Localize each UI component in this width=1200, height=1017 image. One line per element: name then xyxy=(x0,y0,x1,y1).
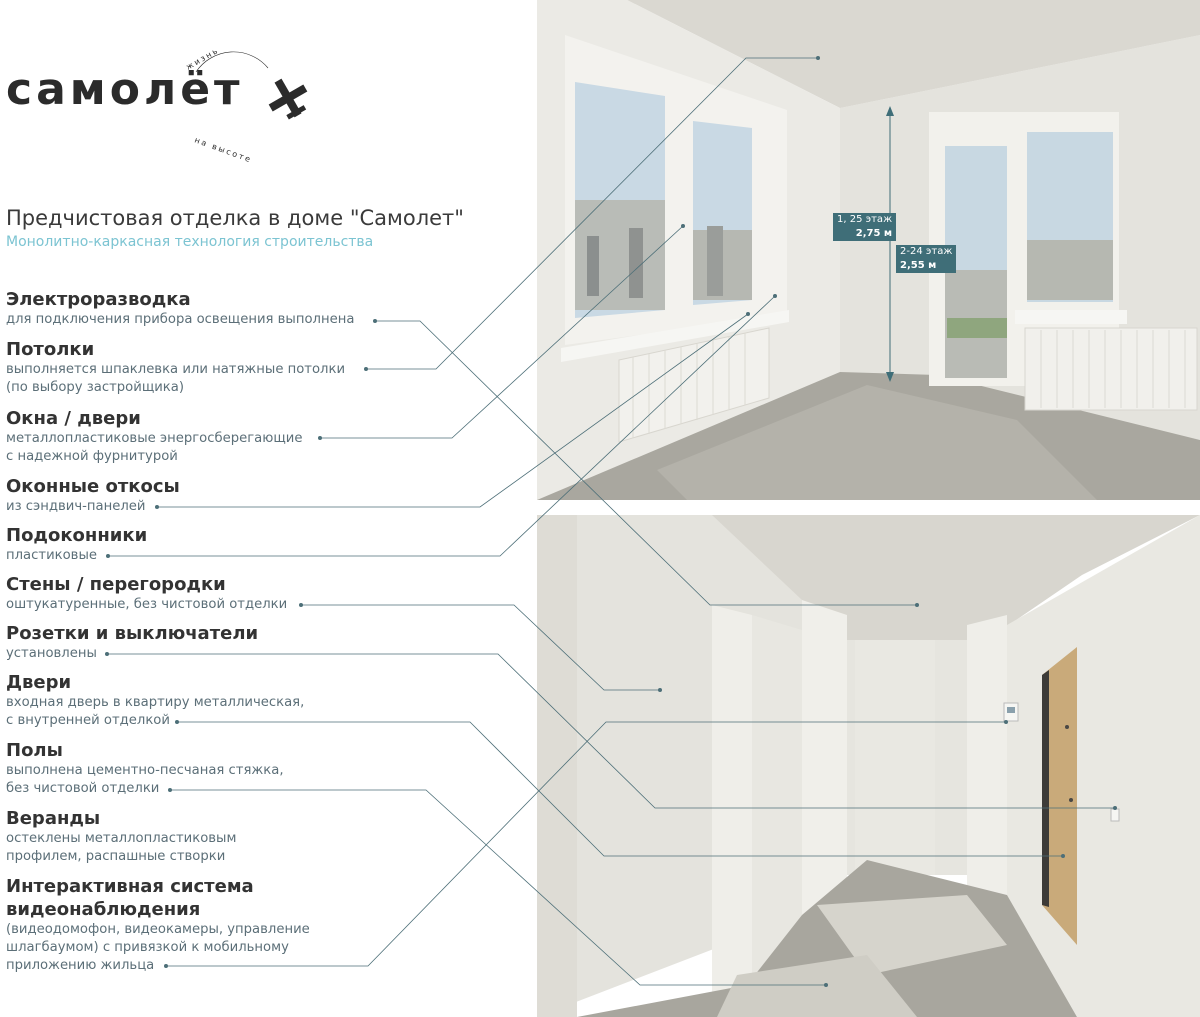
tag-floor: 2-24 этаж xyxy=(900,246,953,257)
feature-title: Веранды xyxy=(6,808,101,829)
feature-desc-line: без чистовой отделки xyxy=(6,781,160,796)
feature-desc-line: установлены xyxy=(6,646,97,661)
feature-desc-line: с внутренней отделкой xyxy=(6,713,170,728)
airplane-icon xyxy=(261,71,316,126)
feature-ceilings xyxy=(6,338,345,397)
feature-desc-line: пластиковые xyxy=(6,548,97,563)
feature-desc-line: выполняется шпаклевка или натяжные потолки xyxy=(6,362,346,377)
feature-sockets xyxy=(6,622,258,663)
feature-title: Оконные откосы xyxy=(6,476,180,497)
logo-arc-bottom: на высоте xyxy=(193,135,254,165)
feature-title: Потолки xyxy=(6,339,95,360)
feature-desc-line: приложению жильца xyxy=(6,958,155,973)
feature-title: Стены / перегородки xyxy=(6,574,226,595)
tag-height: 2,75 м xyxy=(855,228,893,239)
feature-windowsills xyxy=(6,524,147,565)
hallway-photo xyxy=(537,515,1200,1017)
page-subtitle: Монолитно-каркасная технология строительства xyxy=(6,234,374,250)
feature-title: Двери xyxy=(6,672,72,693)
feature-desc-line: оштукатуренные, без чистовой отделки xyxy=(6,597,288,612)
ceiling-height-tag-a xyxy=(833,213,896,241)
feature-title: Электроразводка xyxy=(6,289,191,310)
feature-title: Интерактивная система xyxy=(6,876,254,897)
feature-title: Розетки и выключатели xyxy=(6,623,259,644)
feature-title-line2: видеонаблюдения xyxy=(6,899,201,920)
feature-title: Окна / двери xyxy=(6,408,141,429)
feature-desc-line: (видеодомофон, видеокамеры, управление xyxy=(6,922,310,937)
room-window-photo xyxy=(537,0,1200,500)
feature-windows-doors xyxy=(6,407,302,466)
feature-electrical xyxy=(6,288,354,329)
feature-window-slopes xyxy=(6,475,180,516)
feature-walls xyxy=(6,573,287,614)
feature-desc-line: (по выбору застройщика) xyxy=(6,380,184,395)
feature-desc-line: выполнена цементно-песчаная стяжка, xyxy=(6,763,284,778)
feature-title: Подоконники xyxy=(6,525,148,546)
feature-title: Полы xyxy=(6,740,63,761)
logo-arc-top: жизнь xyxy=(184,45,221,72)
tag-floor: 1, 25 этаж xyxy=(837,214,893,225)
feature-verandas xyxy=(6,807,236,866)
feature-desc-line: профилем, распашные створки xyxy=(6,849,226,864)
tag-height: 2,55 м xyxy=(900,260,937,271)
feature-floors xyxy=(6,739,284,798)
ceiling-height-tag-b xyxy=(896,245,956,273)
feature-desc-line: для подключения прибора освещения выполнена xyxy=(6,312,355,327)
samolet-logo xyxy=(6,45,316,165)
logo-wordmark: самолёт xyxy=(6,64,244,115)
feature-desc-line: шлагбаумом) с привязкой к мобильному xyxy=(6,940,289,955)
page-title: Предчистовая отделка в доме "Самолет" xyxy=(6,206,464,230)
feature-desc-line: с надежной фурнитурой xyxy=(6,449,178,464)
feature-desc-line: входная дверь в квартиру металлическая, xyxy=(6,695,305,710)
feature-desc-line: металлопластиковые энергосберегающие xyxy=(6,431,303,446)
feature-doors xyxy=(6,671,304,730)
feature-video-surveillance xyxy=(6,875,310,975)
feature-desc-line: остеклены металлопластиковым xyxy=(6,831,237,846)
feature-desc-line: из сэндвич-панелей xyxy=(6,499,146,514)
